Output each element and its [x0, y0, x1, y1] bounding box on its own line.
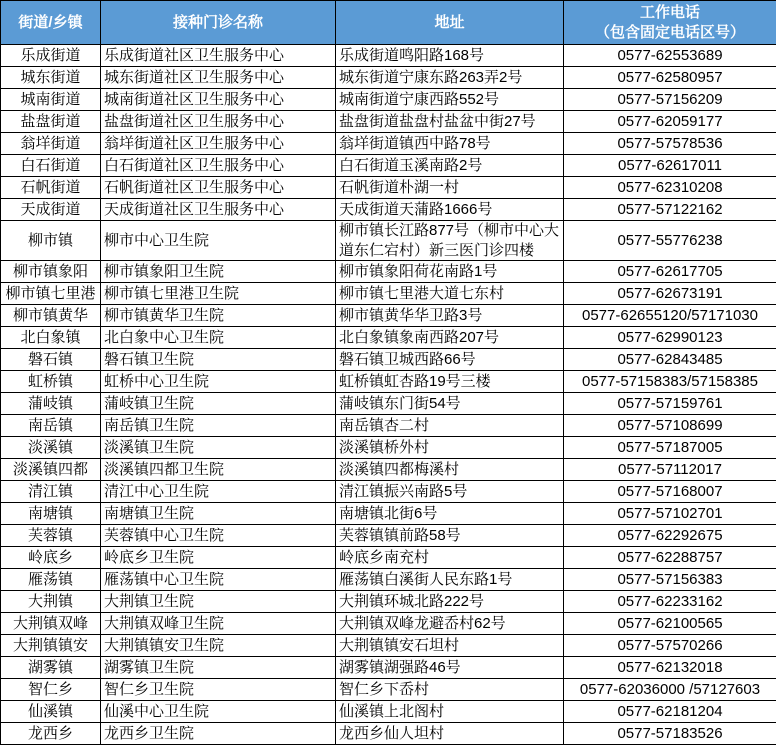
table-row [1, 525, 776, 547]
clinic-cell: 大荆镇镇安卫生院 [101, 635, 336, 657]
town-cell: 柳市镇 [1, 221, 101, 261]
phone-cell: 0577-62617011 [564, 155, 776, 177]
town-cell: 湖雾镇 [1, 657, 101, 679]
table-row [1, 657, 776, 679]
phone-cell: 0577-55776238 [564, 221, 776, 261]
town-cell: 翁垟街道 [1, 133, 101, 155]
address-cell: 磐石镇卫城西路66号 [336, 349, 564, 371]
table-row [1, 133, 776, 155]
phone-cell: 0577-57187005 [564, 437, 776, 459]
town-cell: 乐成街道 [1, 45, 101, 67]
address-cell: 柳市镇七里港大道七东村 [336, 283, 564, 305]
town-cell: 智仁乡 [1, 679, 101, 701]
town-cell: 淡溪镇四都 [1, 459, 101, 481]
clinic-cell: 柳市镇象阳卫生院 [101, 261, 336, 283]
phone-cell: 0577-62100565 [564, 613, 776, 635]
phone-cell: 0577-57158383/57158385 [564, 371, 776, 393]
town-cell: 淡溪镇 [1, 437, 101, 459]
clinic-cell: 岭底乡卫生院 [101, 547, 336, 569]
clinic-cell: 虹桥中心卫生院 [101, 371, 336, 393]
table-row [1, 569, 776, 591]
address-cell: 芙蓉镇镇前路58号 [336, 525, 564, 547]
address-cell: 柳市镇长江路877号（柳市中心大道东仁宕村）新三医门诊四楼 [336, 221, 564, 261]
table-row [1, 261, 776, 283]
table-row [1, 45, 776, 67]
town-cell: 城东街道 [1, 67, 101, 89]
town-cell: 南岳镇 [1, 415, 101, 437]
table-row [1, 67, 776, 89]
clinic-cell: 龙西乡卫生院 [101, 723, 336, 745]
col-header-phone-line1: 工作电话 [639, 4, 700, 21]
table-row [1, 547, 776, 569]
phone-cell: 0577-62181204 [564, 701, 776, 723]
address-cell: 北白象镇象南西路207号 [336, 327, 564, 349]
clinic-cell: 柳市中心卫生院 [101, 221, 336, 261]
table-row [1, 371, 776, 393]
table-row [1, 199, 776, 221]
clinic-cell: 城南街道社区卫生服务中心 [101, 89, 336, 111]
phone-cell: 0577-57102701 [564, 503, 776, 525]
table-row [1, 415, 776, 437]
phone-cell: 0577-62580957 [564, 67, 776, 89]
town-cell: 龙西乡 [1, 723, 101, 745]
address-cell: 智仁乡下岙村 [336, 679, 564, 701]
address-cell: 岭底乡南充村 [336, 547, 564, 569]
town-cell: 柳市镇象阳 [1, 261, 101, 283]
town-cell: 北白象镇 [1, 327, 101, 349]
clinic-cell: 城东街道社区卫生服务中心 [101, 67, 336, 89]
phone-cell: 0577-62673191 [564, 283, 776, 305]
clinic-cell: 仙溪中心卫生院 [101, 701, 336, 723]
table-row [1, 481, 776, 503]
town-cell: 城南街道 [1, 89, 101, 111]
town-cell: 南塘镇 [1, 503, 101, 525]
address-cell: 淡溪镇四都梅溪村 [336, 459, 564, 481]
clinic-cell: 天成街道社区卫生服务中心 [101, 199, 336, 221]
clinic-cell: 淡溪镇四都卫生院 [101, 459, 336, 481]
address-cell: 龙西乡仙人坦村 [336, 723, 564, 745]
phone-cell: 0577-62655120/57171030 [564, 305, 776, 327]
town-cell: 白石街道 [1, 155, 101, 177]
address-cell: 盐盘街道盐盘村盐盆中街27号 [336, 111, 564, 133]
table-row [1, 701, 776, 723]
clinic-cell: 白石街道社区卫生服务中心 [101, 155, 336, 177]
address-cell: 石帆街道朴湖一村 [336, 177, 564, 199]
town-cell: 大荆镇镇安 [1, 635, 101, 657]
town-cell: 磐石镇 [1, 349, 101, 371]
clinic-cell: 翁垟街道社区卫生服务中心 [101, 133, 336, 155]
table-row [1, 635, 776, 657]
phone-cell: 0577-62843485 [564, 349, 776, 371]
address-cell: 大荆镇环城北路222号 [336, 591, 564, 613]
col-header-phone-line2: （包含固定电话区号） [594, 23, 745, 41]
address-cell: 天成街道天蒲路1666号 [336, 199, 564, 221]
table-row [1, 437, 776, 459]
phone-cell: 0577-62233162 [564, 591, 776, 613]
phone-cell: 0577-57108699 [564, 415, 776, 437]
phone-cell: 0577-62553689 [564, 45, 776, 67]
town-cell: 仙溪镇 [1, 701, 101, 723]
clinic-cell: 雁荡镇中心卫生院 [101, 569, 336, 591]
clinic-cell: 淡溪镇卫生院 [101, 437, 336, 459]
address-cell: 淡溪镇桥外村 [336, 437, 564, 459]
town-cell: 柳市镇七里港 [1, 283, 101, 305]
address-cell: 乐成街道鸣阳路168号 [336, 45, 564, 67]
table-body [1, 45, 776, 745]
phone-cell: 0577-57159761 [564, 393, 776, 415]
address-cell: 清江镇振兴南路5号 [336, 481, 564, 503]
table-header-row [1, 1, 776, 45]
phone-cell: 0577-62292675 [564, 525, 776, 547]
address-cell: 大荆镇双峰龙避岙村62号 [336, 613, 564, 635]
address-cell: 雁荡镇白溪街人民东路1号 [336, 569, 564, 591]
phone-cell: 0577-62310208 [564, 177, 776, 199]
phone-cell: 0577-62036000 /57127603 [564, 679, 776, 701]
clinic-cell: 北白象中心卫生院 [101, 327, 336, 349]
town-cell: 虹桥镇 [1, 371, 101, 393]
col-header-town: 街道/乡镇 [1, 1, 101, 45]
address-cell: 大荆镇镇安石坦村 [336, 635, 564, 657]
clinic-cell: 智仁乡卫生院 [101, 679, 336, 701]
table-row [1, 613, 776, 635]
address-cell: 南塘镇北街6号 [336, 503, 564, 525]
table-row [1, 393, 776, 415]
clinic-cell: 大荆镇卫生院 [101, 591, 336, 613]
phone-cell: 0577-57183526 [564, 723, 776, 745]
phone-cell: 0577-57570266 [564, 635, 776, 657]
address-cell: 柳市镇黄华华卫路3号 [336, 305, 564, 327]
address-cell: 南岳镇杏二村 [336, 415, 564, 437]
clinic-cell: 柳市镇黄华卫生院 [101, 305, 336, 327]
phone-cell: 0577-62059177 [564, 111, 776, 133]
table-row [1, 503, 776, 525]
table-row [1, 591, 776, 613]
address-cell: 蒲岐镇东门街54号 [336, 393, 564, 415]
table-row [1, 111, 776, 133]
address-cell: 翁垟街道镇西中路78号 [336, 133, 564, 155]
town-cell: 芙蓉镇 [1, 525, 101, 547]
phone-cell: 0577-62132018 [564, 657, 776, 679]
phone-cell: 0577-62990123 [564, 327, 776, 349]
col-header-clinic: 接种门诊名称 [101, 1, 336, 45]
col-header-address: 地址 [336, 1, 564, 45]
address-cell: 柳市镇象阳荷花南路1号 [336, 261, 564, 283]
clinic-cell: 南塘镇卫生院 [101, 503, 336, 525]
address-cell: 白石街道玉溪南路2号 [336, 155, 564, 177]
table-row [1, 305, 776, 327]
clinic-cell: 盐盘街道社区卫生服务中心 [101, 111, 336, 133]
town-cell: 柳市镇黄华 [1, 305, 101, 327]
phone-cell: 0577-62288757 [564, 547, 776, 569]
phone-cell: 0577-57156383 [564, 569, 776, 591]
clinic-cell: 磐石镇卫生院 [101, 349, 336, 371]
address-cell: 城东街道宁康东路263弄2号 [336, 67, 564, 89]
town-cell: 石帆街道 [1, 177, 101, 199]
address-cell: 湖雾镇湖强路46号 [336, 657, 564, 679]
address-cell: 仙溪镇上北阁村 [336, 701, 564, 723]
town-cell: 大荆镇双峰 [1, 613, 101, 635]
table-row [1, 177, 776, 199]
town-cell: 岭底乡 [1, 547, 101, 569]
clinic-cell: 湖雾镇卫生院 [101, 657, 336, 679]
town-cell: 雁荡镇 [1, 569, 101, 591]
clinic-cell: 蒲岐镇卫生院 [101, 393, 336, 415]
clinic-cell: 柳市镇七里港卫生院 [101, 283, 336, 305]
town-cell: 大荆镇 [1, 591, 101, 613]
table-row [1, 459, 776, 481]
town-cell: 蒲岐镇 [1, 393, 101, 415]
clinic-cell: 乐成街道社区卫生服务中心 [101, 45, 336, 67]
town-cell: 清江镇 [1, 481, 101, 503]
table-row [1, 723, 776, 745]
table-row [1, 221, 776, 261]
clinic-cell: 芙蓉镇中心卫生院 [101, 525, 336, 547]
phone-cell: 0577-57578536 [564, 133, 776, 155]
town-cell: 盐盘街道 [1, 111, 101, 133]
table-row [1, 349, 776, 371]
phone-cell: 0577-57122162 [564, 199, 776, 221]
table-row [1, 679, 776, 701]
table-row [1, 327, 776, 349]
table-row [1, 155, 776, 177]
table-row [1, 283, 776, 305]
phone-cell: 0577-57156209 [564, 89, 776, 111]
phone-cell: 0577-57168007 [564, 481, 776, 503]
town-cell: 天成街道 [1, 199, 101, 221]
col-header-phone [564, 1, 776, 45]
clinic-cell: 石帆街道社区卫生服务中心 [101, 177, 336, 199]
table-row [1, 89, 776, 111]
clinic-cell: 南岳镇卫生院 [101, 415, 336, 437]
phone-cell: 0577-57112017 [564, 459, 776, 481]
clinic-cell: 清江中心卫生院 [101, 481, 336, 503]
clinic-cell: 大荆镇双峰卫生院 [101, 613, 336, 635]
address-cell: 城南街道宁康西路552号 [336, 89, 564, 111]
phone-cell: 0577-62617705 [564, 261, 776, 283]
address-cell: 虹桥镇虹杏路19号三楼 [336, 371, 564, 393]
